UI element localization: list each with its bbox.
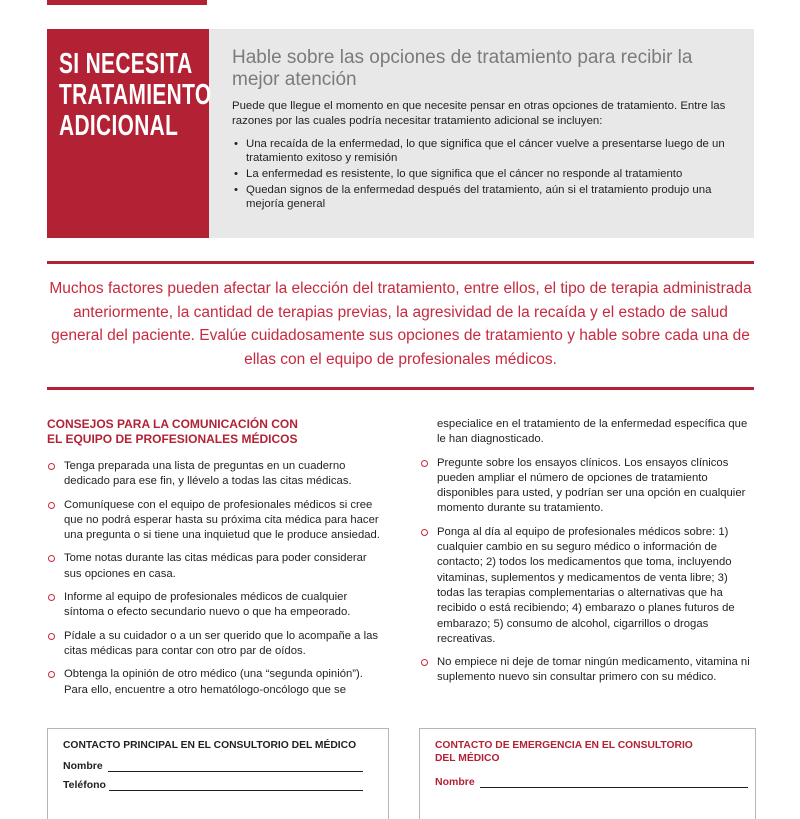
tips-list: [47, 459, 387, 698]
tips-list-continued: [420, 456, 758, 686]
panel-body: [232, 47, 742, 213]
primary-phone-field[interactable]: [63, 779, 388, 794]
emergency-contact-title: CONTACTO DE EMERGENCIA EN EL CONSULTORIO DEL MÉDICO: [435, 740, 693, 764]
panel-title: Hable sobre las opciones de tratamiento para recibir la mejor atención: [232, 47, 693, 90]
circle-bullet-icon: [48, 502, 55, 509]
name-label: Nombre: [435, 776, 475, 788]
tip-continuation: especialice en el tratamiento de la enfermedad específica que le han diagnosticado.: [437, 418, 748, 446]
list-item: Tenga preparada una lista de preguntas en un cuaderno dedicado para ese fin, y llévelo a todas las citas médicas.: [47, 459, 387, 490]
tips-title: CONSEJOS PARA LA COMUNICACIÓN CON EL EQUIPO DE PROFESIONALES MÉDICOS: [47, 417, 298, 446]
list-item: No empiece ni deje de tomar ningún medicamento, vitamina ni suplemento nuevo sin consultar primero con su médico.: [420, 655, 758, 686]
divider-top: [47, 261, 754, 264]
list-item: Obtenga la opinión de otro médico (una “segunda opinión”). Para ello, encuentre a otro hematólogo-oncólogo que se: [47, 667, 387, 698]
section-label-block: [47, 29, 212, 238]
list-item: • Una recaída de la enfermedad, lo que significa que el cáncer vuelve a presentarse luego de un tratamiento exitoso y remisión: [232, 137, 742, 165]
name-label: Nombre: [63, 759, 103, 772]
section-heading: SI NECESITA TRATAMIENTO ADICIONAL: [59, 48, 212, 142]
circle-bullet-icon: [48, 594, 55, 601]
circle-bullet-icon: [421, 460, 428, 467]
name-line: [108, 771, 363, 772]
circle-bullet-icon: [48, 555, 55, 562]
circle-bullet-icon: [48, 671, 55, 678]
emergency-contact-box: [419, 728, 756, 819]
list-item: Pídale a su cuidador o a un ser querido que lo acompañe a las citas médicas para contar con otro par de oídos.: [47, 629, 387, 660]
primary-contact-box: [47, 728, 389, 819]
primary-name-field[interactable]: [63, 760, 388, 775]
phone-label: Teléfono: [63, 778, 106, 791]
phone-line: [109, 790, 363, 791]
tips-right-column: [420, 417, 758, 694]
list-item: Tome notas durante las citas médicas para poder considerar sus opciones en casa.: [47, 551, 387, 582]
circle-bullet-icon: [48, 463, 55, 470]
top-accent-bar: [47, 0, 207, 5]
additional-treatment-panel: [47, 29, 754, 238]
list-item: Comuníquese con el equipo de profesionales médicos si cree que no podrá esperar hasta su próxima cita médica para hacer una pregunta o si tiene una inquietud que le produce ansiedad.: [47, 498, 387, 544]
circle-bullet-icon: [421, 529, 428, 536]
list-item: Informe al equipo de profesionales médicos de cualquier síntoma o efecto secundario nuevo o que ha empeorado.: [47, 590, 387, 621]
panel-paragraph: Puede que llegue el momento en que necesite pensar en otras opciones de tratamiento. Entre las razones por las cuales podría necesitar tratamiento adicional se incluyen:: [232, 100, 726, 127]
list-item: • La enfermedad es resistente, lo que significa que el cáncer no responde al tratamiento: [232, 167, 742, 181]
emergency-name-field[interactable]: [435, 776, 755, 791]
primary-contact-title: CONTACTO PRINCIPAL EN EL CONSULTORIO DEL MÉDICO: [63, 740, 357, 751]
list-item: • Quedan signos de la enfermedad después del tratamiento, aún si el tratamiento produjo una mejoría general: [232, 183, 742, 211]
list-item: Ponga al día al equipo de profesionales médicos sobre: 1) cualquier cambio en su seguro médico o información de contacto; 2) todos los medicamentos que toma, incluyendo vitaminas, suplementos y medicamentos de venta libre; 3) todas las terapias complementarias o alternativas que ha recibido o está recibiendo; 4) embarazo o planes futuros de embarazo; 5) consumo de alcohol, cigarrillos o drogas recreativas.: [420, 525, 758, 647]
callout-text: Muchos factores pueden afectar la elección del tratamiento, entre ellos, el tipo de terapia administrada anteriormente, la cantidad de terapias previas, la agresividad de la recaída y el estado de salud general del paciente. Evalúe cuidadosamente sus opciones de tratamiento y hable sobre cada una de ellas con el equipo de profesionales médicos.: [49, 280, 752, 368]
list-item: Pregunte sobre los ensayos clínicos. Los ensayos clínicos pueden ampliar el número de opciones de tratamiento disponibles para usted, y podrían ser una opción en cualquier momento durante su tratamiento.: [420, 456, 758, 517]
divider-bottom: [47, 387, 754, 390]
reasons-list: [232, 137, 742, 211]
circle-bullet-icon: [421, 659, 428, 666]
tips-left-column: [47, 417, 387, 706]
name-line: [480, 787, 748, 788]
circle-bullet-icon: [48, 633, 55, 640]
